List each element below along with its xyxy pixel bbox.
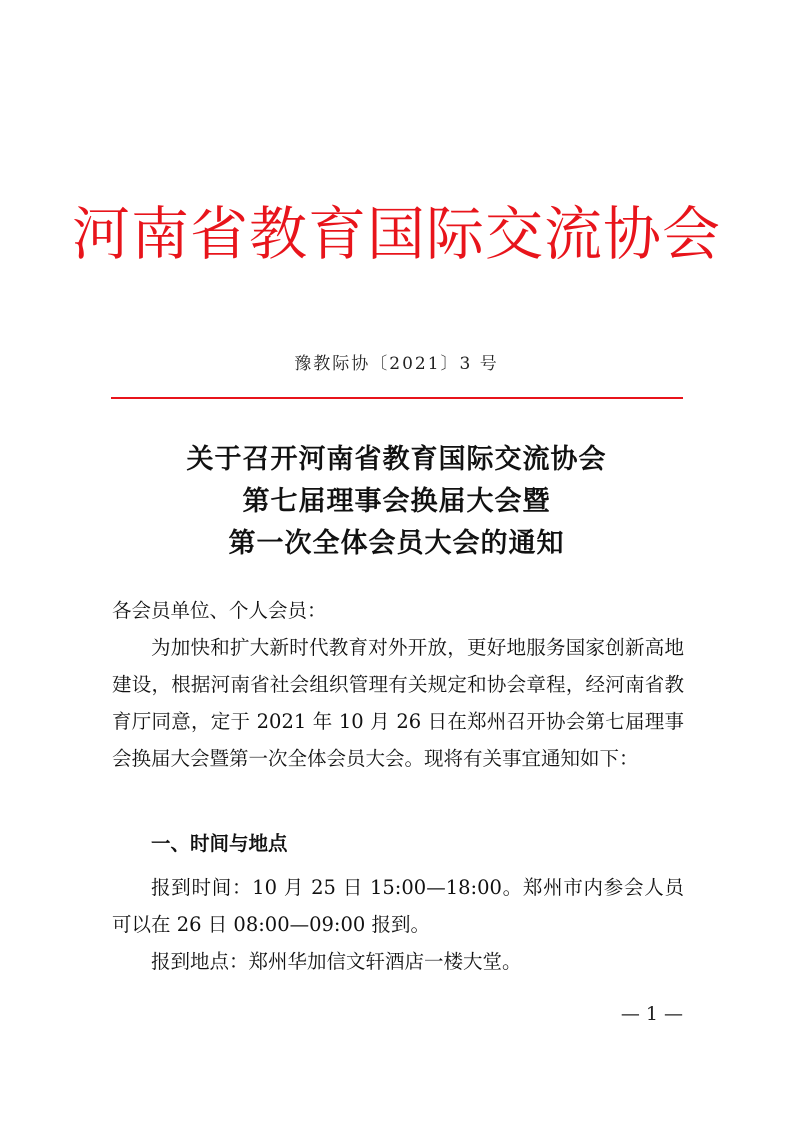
registration-place-paragraph: 报到地点：郑州华加信文轩酒店一楼大堂。	[151, 950, 522, 973]
intro-paragraph: 为加快和扩大新时代教育对外开放，更好地服务国家创新高地建设，根据河南省社会组织管理有关规定和协会章程，经河南省教育厅同意，定于 2021 年 10 月 26 日在郑州召开协会第七届理事会换届大会暨第一次全体会员大会。现将有关事宜通知如下：	[112, 636, 684, 770]
document-number: 豫教际协〔2021〕3 号	[294, 354, 499, 374]
page-number: — 1 —	[620, 1003, 683, 1025]
title-line-2: 第七届理事会换届大会暨	[242, 486, 551, 517]
organization-header: 河南省教育国际交流协会	[71, 200, 721, 268]
registration-time-paragraph: 报到时间：10 月 25 日 15:00—18:00。郑州市内参会人员可以在 26 日 08:00—09:00 报到。	[112, 876, 684, 936]
title-line-3: 第一次全体会员大会的通知	[228, 528, 565, 559]
red-divider-line	[111, 397, 683, 399]
notice-title	[0, 439, 793, 565]
section-heading-time-place: 一、时间与地点	[151, 832, 288, 855]
salutation: 各会员单位、个人会员：	[112, 599, 327, 622]
title-line-1: 关于召开河南省教育国际交流协会	[186, 444, 607, 475]
